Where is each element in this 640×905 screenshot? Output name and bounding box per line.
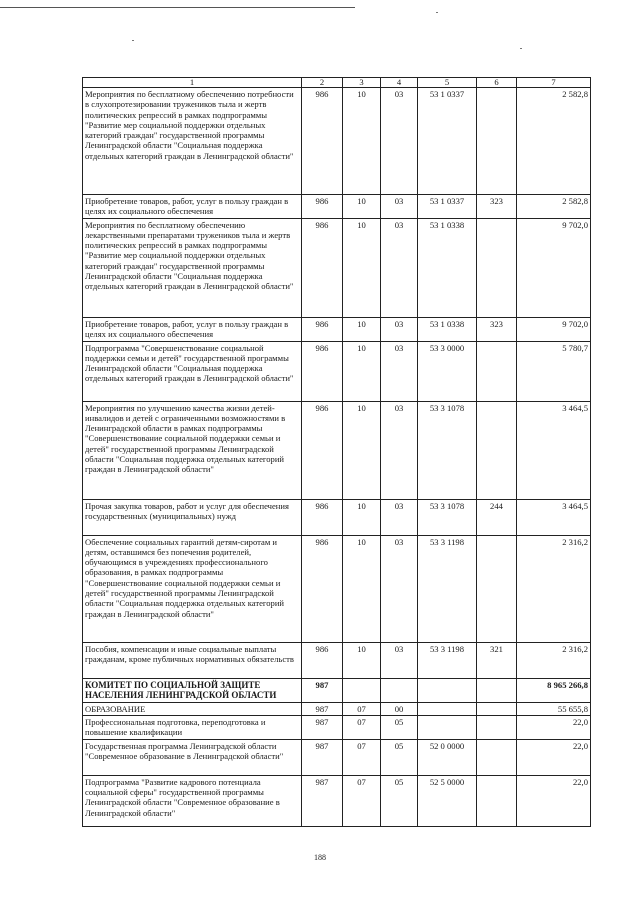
column-header-6: 6: [477, 78, 517, 88]
row-target-article: 53 3 0000: [418, 341, 477, 401]
scan-artifact-line: [0, 7, 355, 8]
row-name: Подпрограмма "Совершенствование социальной поддержки семьи и детей" государственной программы Ленинградской области "Социальная поддержка отдельных категорий граждан в Ленинградской области": [83, 341, 302, 401]
row-amount: 2 582,8: [517, 88, 591, 195]
row-target-article: 52 0 0000: [418, 739, 477, 775]
row-expense-type: 323: [477, 317, 517, 341]
column-header-1: 1: [83, 78, 302, 88]
table-row: [83, 535, 591, 642]
table-row: [83, 401, 591, 499]
row-subsection: 03: [381, 317, 418, 341]
row-expense-type: [477, 218, 517, 317]
column-header-3: 3: [343, 78, 381, 88]
row-ministry-code: 987: [302, 715, 343, 739]
scan-speck: [132, 40, 134, 41]
scan-speck: [436, 12, 438, 13]
row-target-article: 53 1 0338: [418, 218, 477, 317]
table-row: [83, 715, 591, 739]
table-row: [83, 341, 591, 401]
row-name: КОМИТЕТ ПО СОЦИАЛЬНОЙ ЗАЩИТЕ НАСЕЛЕНИЯ ЛЕНИНГРАДСКОЙ ОБЛАСТИ: [83, 678, 302, 702]
table-row: [83, 218, 591, 317]
table-row: [83, 499, 591, 535]
row-subsection: 03: [381, 218, 418, 317]
row-target-article: [418, 678, 477, 702]
row-ministry-code: 986: [302, 535, 343, 642]
table-row: [83, 195, 591, 219]
row-amount: 22,0: [517, 739, 591, 775]
row-subsection: 05: [381, 775, 418, 826]
row-name: Мероприятия по бесплатному обеспечению лекарственными препаратами тружеников тыла и жертв политических репрессий в рамках подпрограммы "Развитие мер социальной поддержки отдельных категорий граждан" государственной программы Ленинградской области "Социальная поддержка отдельных категорий граждан в Ленинградской области": [83, 218, 302, 317]
row-name: Пособия, компенсации и иные социальные выплаты гражданам, кроме публичных нормативных обязательств: [83, 642, 302, 678]
row-amount: 3 464,5: [517, 499, 591, 535]
row-name: Прочая закупка товаров, работ и услуг для обеспечения государственных (муниципальных) нужд: [83, 499, 302, 535]
row-amount: 3 464,5: [517, 401, 591, 499]
row-section: 10: [343, 341, 381, 401]
row-expense-type: 323: [477, 195, 517, 219]
row-subsection: 03: [381, 401, 418, 499]
row-subsection: 03: [381, 88, 418, 195]
row-amount: 8 965 266,8: [517, 678, 591, 702]
row-section: 07: [343, 702, 381, 715]
row-target-article: 52 5 0000: [418, 775, 477, 826]
row-subsection: 03: [381, 341, 418, 401]
column-header-2: 2: [302, 78, 343, 88]
table-row: [83, 642, 591, 678]
row-section: 10: [343, 218, 381, 317]
row-name: Подпрограмма "Развитие кадрового потенциала социальной сферы" государственной программы Ленинградской области "Современное образование в Ленинградской области": [83, 775, 302, 826]
row-subsection: [381, 678, 418, 702]
row-expense-type: [477, 715, 517, 739]
column-header-4: 4: [381, 78, 418, 88]
row-target-article: [418, 702, 477, 715]
row-section: 07: [343, 739, 381, 775]
row-subsection: 03: [381, 642, 418, 678]
row-subsection: 00: [381, 702, 418, 715]
row-expense-type: [477, 702, 517, 715]
row-amount: 55 655,8: [517, 702, 591, 715]
row-amount: 2 316,2: [517, 535, 591, 642]
table-row: [83, 739, 591, 775]
row-ministry-code: 987: [302, 678, 343, 702]
row-section: 10: [343, 195, 381, 219]
row-name: Приобретение товаров, работ, услуг в пользу граждан в целях их социального обеспечения: [83, 317, 302, 341]
row-section: 07: [343, 715, 381, 739]
row-amount: 22,0: [517, 775, 591, 826]
row-section: 10: [343, 401, 381, 499]
row-name: Мероприятия по бесплатному обеспечению потребности в слухопротезировании тружеников тыла и жертв политических репрессий в рамках подпрограммы "Развитие мер социальной поддержки отдельных категорий граждан" государственной программы Ленинградской области "Социальная поддержка отдельных категорий граждан в Ленинградской области": [83, 88, 302, 195]
row-target-article: 53 1 0337: [418, 195, 477, 219]
row-section: 10: [343, 535, 381, 642]
row-ministry-code: 987: [302, 702, 343, 715]
row-name: Приобретение товаров, работ, услуг в пользу граждан в целях их социального обеспечения: [83, 195, 302, 219]
row-ministry-code: 986: [302, 401, 343, 499]
row-ministry-code: 986: [302, 195, 343, 219]
row-name: Мероприятия по улучшению качества жизни детей-инвалидов и детей с ограниченными возможностями в Ленинградской области в рамках подпрограммы "Совершенствование социальной поддержки семьи и детей" государственной программы Ленинградской области "Социальная поддержка отдельных категорий граждан в Ленинградской области": [83, 401, 302, 499]
row-name: Обеспечение социальных гарантий детям-сиротам и детям, оставшимся без попечения родителей, обучающимся в учреждениях профессионального образования, в рамках подпрограммы "Совершенствование социальной поддержки семьи и детей" государственной программы Ленинградской области "Социальная поддержка отдельных категорий граждан в Ленинградской области": [83, 535, 302, 642]
row-ministry-code: 986: [302, 499, 343, 535]
table-row: [83, 88, 591, 195]
row-expense-type: [477, 341, 517, 401]
budget-table: [82, 77, 591, 827]
table-row: [83, 702, 591, 715]
row-amount: 9 702,0: [517, 218, 591, 317]
row-subsection: 03: [381, 535, 418, 642]
row-target-article: 53 3 1198: [418, 642, 477, 678]
row-expense-type: [477, 739, 517, 775]
row-ministry-code: 986: [302, 317, 343, 341]
row-ministry-code: 987: [302, 775, 343, 826]
row-expense-type: [477, 678, 517, 702]
row-section: 10: [343, 88, 381, 195]
row-target-article: 53 1 0337: [418, 88, 477, 195]
row-section: 07: [343, 775, 381, 826]
row-target-article: 53 3 1198: [418, 535, 477, 642]
scan-speck: [520, 48, 522, 49]
table-row: [83, 317, 591, 341]
row-ministry-code: 986: [302, 642, 343, 678]
row-expense-type: 321: [477, 642, 517, 678]
row-subsection: 05: [381, 739, 418, 775]
row-amount: 22,0: [517, 715, 591, 739]
row-ministry-code: 987: [302, 739, 343, 775]
row-name: Государственная программа Ленинградской области "Современное образование в Ленинградской области": [83, 739, 302, 775]
row-ministry-code: 986: [302, 88, 343, 195]
row-ministry-code: 986: [302, 341, 343, 401]
row-target-article: 53 1 0338: [418, 317, 477, 341]
row-amount: 5 780,7: [517, 341, 591, 401]
row-name: ОБРАЗОВАНИЕ: [83, 702, 302, 715]
row-amount: 2 316,2: [517, 642, 591, 678]
row-subsection: 03: [381, 195, 418, 219]
row-expense-type: [477, 88, 517, 195]
row-subsection: 03: [381, 499, 418, 535]
row-target-article: 53 3 1078: [418, 401, 477, 499]
row-name: Профессиональная подготовка, переподготовка и повышение квалификации: [83, 715, 302, 739]
column-header-7: 7: [517, 78, 591, 88]
row-section: 10: [343, 499, 381, 535]
row-ministry-code: 986: [302, 218, 343, 317]
row-expense-type: [477, 775, 517, 826]
row-amount: 2 582,8: [517, 195, 591, 219]
column-header-5: 5: [418, 78, 477, 88]
row-amount: 9 702,0: [517, 317, 591, 341]
row-section: [343, 678, 381, 702]
row-section: 10: [343, 642, 381, 678]
row-expense-type: [477, 401, 517, 499]
row-target-article: [418, 715, 477, 739]
row-subsection: 05: [381, 715, 418, 739]
row-section: 10: [343, 317, 381, 341]
page-number: 188: [314, 853, 326, 862]
row-target-article: 53 3 1078: [418, 499, 477, 535]
table-row: [83, 775, 591, 826]
table-row-committee: [83, 678, 591, 702]
row-expense-type: 244: [477, 499, 517, 535]
header-row: [83, 78, 591, 88]
row-expense-type: [477, 535, 517, 642]
